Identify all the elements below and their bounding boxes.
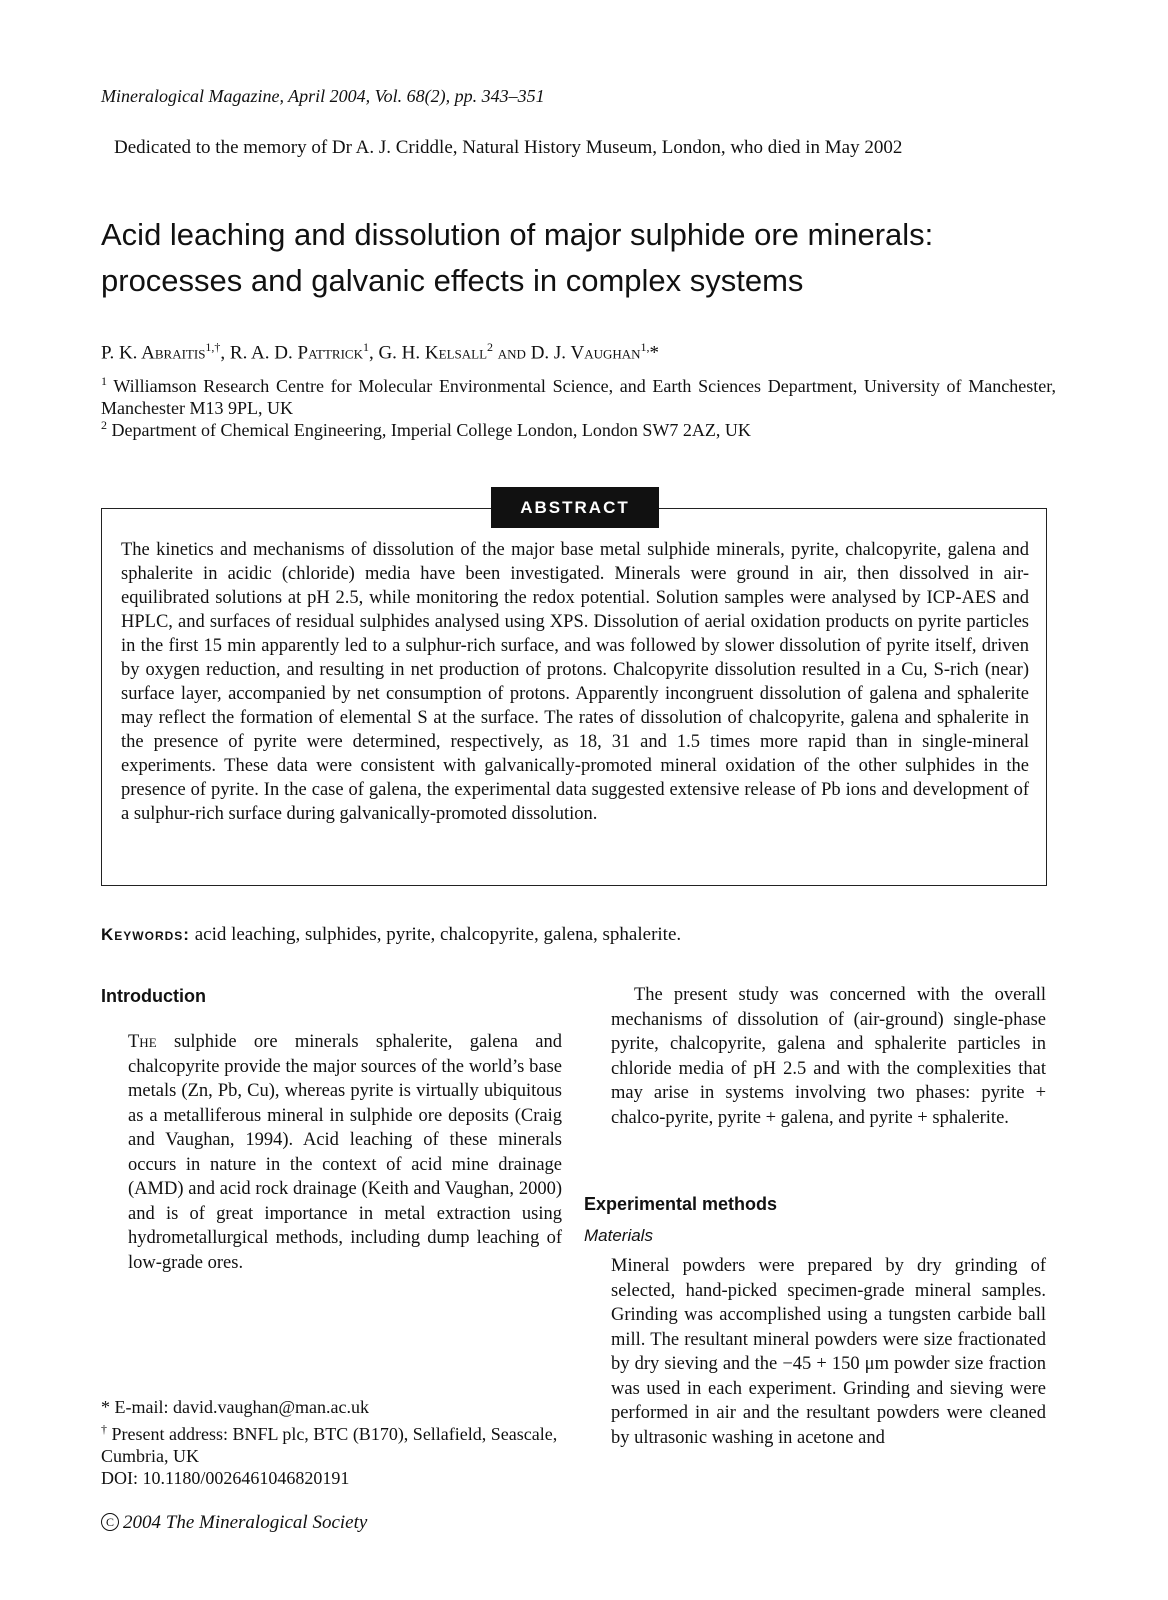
title-line-2: processes and galvanic effects in complex systems (101, 263, 804, 298)
affiliation-1: $^1$ Williamson Research Centre for Molecular Environmental Science, and Earth Sciences Department, University of Manchester, Manchester M13 9PL, UK (101, 374, 1056, 418)
section-heading-introduction: Introduction (101, 986, 206, 1006)
footnotes (101, 1396, 561, 1489)
section-heading-experimental-methods: Experimental methods (584, 1194, 778, 1214)
keywords-text: acid leaching, sulphides, pyrite, chalcopyrite, galena, sphalerite. (189, 924, 682, 945)
keywords (101, 924, 681, 946)
journal-citation: Mineralogical Magazine, April 2004, Vol. 68(2), pp. 343–351 (101, 86, 545, 106)
materials-paragraph: Mineral powders were prepared by dry grinding of selected, hand-picked specimen-grade mineral samples. Grinding was accomplished using a tungsten carbide ball mill. The resultant mineral powders were size fractionated by dry sieving and the −45 + 150 μm powder size fraction was used in each experiment. Grinding and sieving were performed in air and the resultant powders were cleaned by ultrasonic washing in acetone and (611, 1256, 1046, 1448)
subheading-materials: Materials (584, 1226, 653, 1245)
title-line-1: Acid leaching and dissolution of major sulphide ore minerals: (101, 217, 934, 252)
copyright-icon: C (101, 1513, 119, 1531)
affiliation-2: $^2$ Department of Chemical Engineering, Imperial College London, London SW7 2AZ, UK (101, 418, 751, 440)
dedication: Dedicated to the memory of Dr A. J. Criddle, Natural History Museum, London, who died in May 2002 (114, 137, 903, 158)
copyright-footer: C 2004 The Mineralogical Society (101, 1512, 367, 1534)
right-intro-paragraph: The present study was concerned with the overall mechanisms of dissolution of (air-ground) single-phase pyrite, chalcopyrite, galena and sphalerite particles in chloride media of pH 2.5 and with the complexities that may arise in systems involving two phases: pyrite + chalco-pyrite, pyrite + galena, and pyrite + sphalerite. (611, 985, 1046, 1128)
footnote-present-address: † Present address: BNFL plc, BTC (B170), Sellafield, Seascale, Cumbria, UK (101, 1422, 558, 1466)
keywords-label: Keywords: (101, 925, 190, 944)
footnote-email: * E-mail: david.vaughan@man.ac.uk (101, 1397, 369, 1417)
paper-title (101, 212, 1061, 304)
footnote-doi: DOI: 10.1180/0026461046820191 (101, 1468, 350, 1488)
abstract-label: ABSTRACT (491, 487, 659, 528)
intro-paragraph: The sulphide ore minerals sphalerite, galena and chalcopyrite provide the major sources of the world’s base metals (Zn, Pb, Cu), whereas pyrite is virtually ubiquitous as a metalliferous mineral in sulphide ore deposits (Craig and Vaughan, 1994). Acid leaching of these minerals occurs in nature in the context of acid mine drainage (AMD) and acid rock drainage (Keith and Vaughan, 2000) and is of great importance in metal extraction using hydrometallurgical methods, including dump leaching of low-grade ores. (128, 1032, 562, 1273)
abstract-text: The kinetics and mechanisms of dissolution of the major base metal sulphide minerals, pyrite, chalcopyrite, galena and sphalerite in acidic (chloride) media have been investigated. Minerals were ground in air, then dissolved in air-equilibrated solutions at pH 2.5, while monitoring the redox potential. Solution samples were analysed by ICP-AES and HPLC, and surfaces of residual sulphides analysed using XPS. Dissolution of aerial oxidation products on pyrite particles in the first 15 min apparently led to a sulphur-rich surface, and was followed by slower dissolution of pyrite itself, driven by oxygen reduction, and resulting in net production of protons. Chalcopyrite dissolution resulted in a Cu, S-rich (near) surface layer, accompanied by net consumption of protons. Apparently incongruent dissolution of galena and sphalerite may reflect the formation of elemental S at the surface. The rates of dissolution of chalcopyrite, galena and sphalerite in the presence of pyrite were determined, respectively, as 18, 31 and 1.5 times more rapid than in single-mineral experiments. These data were consistent with galvanically-promoted mineral oxidation of the other sulphides in the presence of pyrite. In the case of galena, the experimental data suggested extensive release of Pb ions and development of a sulphur-rich surface during galvanically-promoted dissolution. (121, 540, 1029, 824)
author-list: P. K. Abraitis$^{1,\dagger}$, R. A. D. Pattrick$^1$, G. H. Kelsall$^2$ and D. J. Vaughan$^{1,}$* (101, 340, 660, 364)
